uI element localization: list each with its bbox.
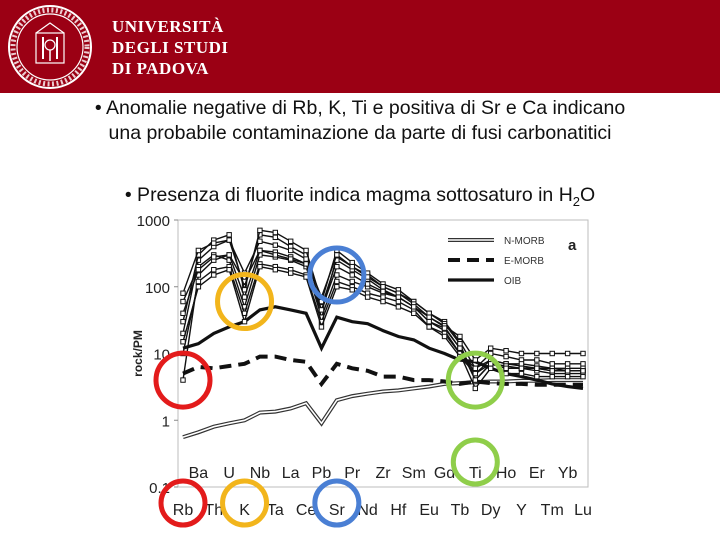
x-tick-label-bottom: K — [239, 502, 250, 519]
bullet-line: una probabile contaminazione da parte di fusi carbonatitici — [108, 122, 612, 144]
y-tick-label: 0.1 — [149, 480, 170, 497]
sample-point — [412, 305, 416, 309]
panel-label: a — [568, 237, 577, 254]
sample-point — [273, 268, 277, 272]
x-tick-label-bottom: Dy — [480, 502, 501, 519]
sample-point — [181, 378, 185, 382]
sample-point — [581, 374, 585, 378]
x-tick-label-bottom: Lu — [574, 502, 592, 519]
sample-point — [181, 311, 185, 315]
sample-point — [273, 253, 277, 257]
sample-point — [504, 371, 508, 375]
sample-point — [565, 369, 569, 373]
sample-point — [288, 257, 292, 261]
x-tick-label-top: Er — [528, 465, 545, 482]
sample-point — [396, 295, 400, 299]
sample-point — [196, 285, 200, 289]
sample-point — [258, 264, 262, 268]
x-tick-label-top: La — [281, 465, 300, 482]
y-tick-label: 1 — [161, 413, 170, 431]
x-tick-label-top: U — [223, 465, 235, 482]
legend-label: OIB — [504, 276, 522, 287]
sample-point — [350, 264, 354, 268]
sample-point — [273, 230, 277, 234]
x-tick-label-top: Yb — [557, 465, 578, 482]
y-tick-label: 100 — [144, 279, 170, 297]
sample-point — [427, 325, 431, 329]
sample-point — [335, 264, 339, 268]
sample-point — [581, 362, 585, 366]
subscript-2: 2 — [572, 193, 581, 209]
x-tick-label-bottom: Nd — [357, 502, 378, 519]
sample-point — [550, 374, 554, 378]
sample-point — [473, 366, 477, 370]
sample-point — [458, 346, 462, 350]
sample-point — [458, 334, 462, 338]
sample-point — [581, 369, 585, 373]
sample-point — [212, 241, 216, 245]
sample-point — [381, 295, 385, 299]
legend-label: E-MORB — [504, 256, 544, 267]
sample-point — [242, 319, 246, 323]
sample-point — [196, 279, 200, 283]
sample-point — [304, 248, 308, 252]
x-tick-label-top: Ti — [468, 465, 482, 482]
sample-point — [335, 279, 339, 283]
sample-point — [381, 285, 385, 289]
sample-point — [212, 255, 216, 259]
x-tick-label-top: Sm — [401, 465, 426, 482]
bullet-anomalies — [0, 96, 720, 146]
bullet-line: • Anomalie negative di Rb, K, Ti e positiva di Sr e Ca indicano — [94, 97, 626, 119]
x-tick-label-bottom: Rb — [172, 502, 194, 519]
sample-point — [350, 288, 354, 292]
reference-line-n-morb — [183, 380, 583, 437]
sample-point — [335, 273, 339, 277]
x-tick-label-bottom: Y — [516, 502, 527, 519]
x-tick-label-bottom: Th — [204, 502, 224, 519]
sample-point — [288, 271, 292, 275]
university-seal-icon — [6, 3, 94, 91]
legend-label: N-MORB — [504, 236, 545, 247]
sample-point — [365, 282, 369, 286]
sample-point — [535, 366, 539, 370]
sample-point — [212, 268, 216, 272]
sample-point — [565, 351, 569, 355]
bullet-text: • Presenza di fluorite indica magma sottosaturo in H — [124, 184, 573, 206]
sample-point — [535, 351, 539, 355]
sample-point — [181, 291, 185, 295]
sample-point — [196, 268, 200, 272]
sample-point — [519, 351, 523, 355]
sample-point — [181, 299, 185, 303]
sample-point — [473, 378, 477, 382]
university-name-line: UNIVERSITÀ — [112, 17, 224, 36]
sample-point — [258, 248, 262, 252]
y-tick-label: 10 — [153, 346, 170, 364]
sample-point — [227, 233, 231, 237]
sample-point — [565, 362, 569, 366]
sample-point — [335, 253, 339, 257]
x-tick-label-top: Ba — [188, 465, 209, 482]
sample-point — [473, 386, 477, 390]
x-tick-label-bottom: Tb — [450, 502, 470, 519]
x-tick-label-top: Pr — [344, 465, 361, 482]
sample-point — [581, 351, 585, 355]
x-tick-label-bottom: Hf — [390, 502, 407, 519]
y-axis-label: rock/PM — [131, 330, 145, 377]
university-header — [0, 0, 720, 93]
sample-point — [535, 358, 539, 362]
university-name-line: DI PADOVA — [112, 59, 209, 78]
sample-point — [565, 374, 569, 378]
sample-point — [550, 369, 554, 373]
sample-point — [473, 358, 477, 362]
sample-point — [365, 295, 369, 299]
x-tick-label-bottom: Tm — [540, 502, 564, 519]
x-tick-label-top: Gd — [433, 465, 456, 482]
sample-point — [519, 362, 523, 366]
x-tick-label-bottom: Sr — [328, 502, 345, 519]
sample-point — [304, 257, 308, 261]
sample-point — [273, 243, 277, 247]
sample-point — [319, 308, 323, 312]
sample-point — [258, 228, 262, 232]
sample-point — [196, 248, 200, 252]
sample-point — [350, 273, 354, 277]
bullet-fluorite — [0, 183, 720, 214]
sample-point — [335, 285, 339, 289]
sample-point — [181, 340, 185, 344]
sample-point — [504, 366, 508, 370]
sample-point — [319, 325, 323, 329]
bullet-text-tail: O — [580, 184, 596, 206]
sample-point — [396, 299, 400, 303]
x-tick-label-bottom: Eu — [419, 502, 439, 519]
sample-point — [412, 311, 416, 315]
sample-point — [227, 253, 231, 257]
university-name — [112, 16, 229, 79]
sample-point — [535, 374, 539, 378]
sample-point — [227, 268, 231, 272]
sample-point — [350, 279, 354, 283]
spider-diagram — [130, 212, 600, 530]
sample-point — [396, 305, 400, 309]
sample-point — [288, 239, 292, 243]
sample-point — [288, 248, 292, 252]
sample-point — [273, 235, 277, 239]
sample-point — [304, 262, 308, 266]
sample-point — [504, 349, 508, 353]
sample-point — [519, 371, 523, 375]
x-tick-label-bottom: Ce — [295, 502, 317, 519]
reference-line-n-morb-inner — [183, 380, 583, 437]
sample-point — [488, 346, 492, 350]
sample-point — [504, 354, 508, 358]
y-tick-label: 1000 — [136, 213, 170, 230]
sample-point — [381, 289, 385, 293]
x-tick-label-top: Nb — [249, 465, 271, 482]
sample-point — [242, 295, 246, 299]
x-tick-label-top: Ho — [495, 465, 517, 482]
sample-point — [427, 315, 431, 319]
sample-point — [212, 273, 216, 277]
sample-point — [181, 319, 185, 323]
sample-point — [227, 238, 231, 242]
sample-point — [427, 319, 431, 323]
sample-point — [442, 334, 446, 338]
x-tick-label-bottom: Ta — [266, 502, 284, 519]
university-name-line: DEGLI STUDI — [112, 38, 229, 57]
sample-point — [550, 362, 554, 366]
sample-point — [258, 239, 262, 243]
sample-point — [381, 299, 385, 303]
sample-point — [473, 371, 477, 375]
sample-point — [442, 326, 446, 330]
x-tick-label-top: Pb — [311, 465, 332, 482]
sample-point — [488, 366, 492, 370]
sample-point — [519, 366, 523, 370]
x-tick-label-top: Zr — [375, 465, 391, 482]
sample-point — [550, 351, 554, 355]
